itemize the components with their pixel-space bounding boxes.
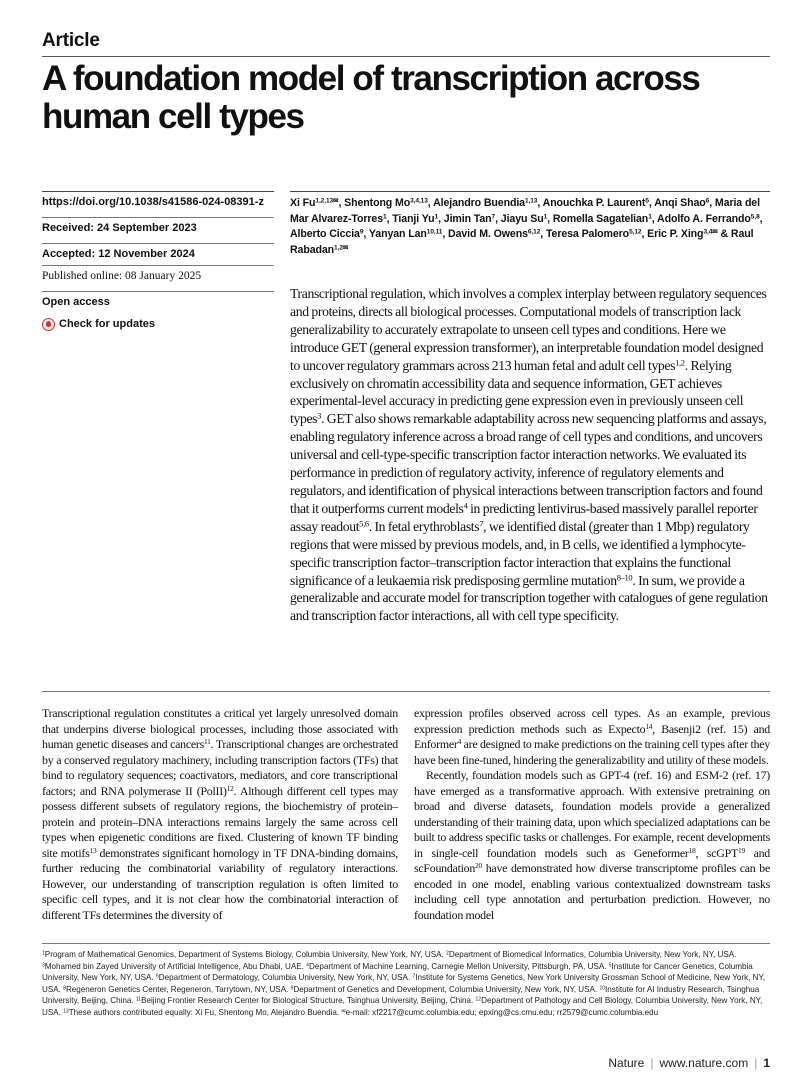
author-affiliation-marker: 1,2✉ — [334, 243, 349, 251]
citation-superscript: 11 — [135, 996, 142, 1003]
text-run: Institute for AI Industry Research, Tsinghua University, Beijing, China. — [42, 984, 760, 1006]
author-name: Jiayu Su$^1$ — [500, 212, 548, 225]
citation-superscript: ✉ — [341, 1008, 346, 1015]
section-rule — [42, 691, 770, 692]
author-affiliation-marker: 9 — [359, 228, 364, 236]
text-run: , scGPT — [695, 845, 739, 860]
body-column-left — [42, 706, 398, 923]
text-run: Program of Mathematical Genomics, Department of Systems Biology, Columbia University, New York, NY, USA. — [44, 950, 447, 959]
citation-superscript: 2 — [446, 950, 449, 957]
author-affiliation-marker: 6,12 — [527, 228, 541, 236]
text-run: Mohamed bin Zayed University of Artificial Intelligence, Abu Dhabi, UAE. — [44, 961, 307, 971]
article-type-label: Article — [42, 30, 100, 51]
text-run: demonstrates significant homology in TF DNA-binding domains, further reducing the combinatorial variability of regulatory interactions. However, our understanding of transcription regulation is often limited to specific cell types, and it is not clear how the combinatorial interaction of different TFs determines the diversity of — [42, 845, 398, 922]
citation-superscript: 20 — [475, 860, 482, 870]
author-name: Yanyan Lan$^{10,11}$ — [368, 228, 443, 240]
footnote-rule — [42, 943, 770, 944]
citation-superscript: 13 — [89, 845, 97, 855]
author-name: Raul Rabadan$^{1,2✉}$ — [290, 228, 754, 256]
abstract — [290, 285, 772, 625]
author-name: Tianji Yu$^1$ — [392, 212, 439, 225]
text-run: . In fetal erythroblasts — [368, 518, 480, 534]
author-name: Eric P. Xing$^{3,4✉}$ — [647, 228, 718, 240]
citation-superscript: 4 — [463, 500, 468, 511]
text-run: . Although different cell types may possess different subsets of regulatory regions, the biochemistry of protein–protein and protein–DNA interactions remains largely the same across cell types when epigenetic conditions are fixed. Clustering of known TF binding site motifs — [42, 783, 398, 860]
text-run: Institute for Cancer Genetics, Columbia University, New York, NY, USA. — [42, 961, 753, 983]
author-affiliation-marker: 1 — [434, 212, 439, 220]
check-for-updates-label: Check for updates — [59, 318, 155, 330]
citation-superscript: 8 — [63, 985, 66, 992]
author-name: Xi $Fu^{1,2,13✉}$ — [290, 197, 339, 209]
author-name: Alberto Ciccia$^9$ — [290, 228, 364, 240]
author-affiliation-marker: 1 — [543, 212, 548, 220]
text-run: . Transcriptional changes are orchestrated by a conserved regulatory machinery, including transcription factors (TFs) that bind to regulatory sequences; coactivators, mediators, and core transcriptional factors; and RNA polymerase II (PolII) — [42, 737, 398, 798]
author-affiliation-marker: 1 — [648, 212, 652, 220]
text-run: Department of Machine Learning, Carnegie Mellon University, Pittsburgh, PA, USA. — [308, 961, 609, 971]
citation-superscript: 3 — [42, 961, 45, 968]
text-run: Department of Genetics and Development, Columbia University, New York, NY, USA. — [293, 984, 600, 994]
author-list: Xi $Fu^{1,2,13✉}$, Shentong Mo$^{3,4,13}$, Alejandro Buendia$^{1,13}$, Anouchka P. Laurent$^5$, Anqi Shao$^6$, Maria del Mar Alvarez-Torres$^1$, Tianji Yu$^1$, Jimin Tan$^7$, Jiayu Su$^1$, Romella Sagatelian$^1$, Adolfo A. Ferrando$^{5,8}$, Alberto Ciccia$^9$, Yanyan Lan$^{10,11}$, David M. Owens$^{6,12}$, Teresa Palomero$^{5,12}$, Eric P. Xing$^{3,4✉}$ & Raul Rabadan$^{1,2✉}$ — [290, 191, 770, 258]
author-affiliation-marker: 5,8 — [750, 212, 760, 220]
author-affiliation-marker: 6 — [705, 197, 710, 205]
text-run: Beijing Frontier Research Center for Biological Structure, Tsinghua University, Beijing, China. — [141, 996, 476, 1006]
citation-superscript: 14 — [645, 721, 653, 731]
author-name: Romella Sagatelian$^1$ — [552, 212, 652, 225]
published-date: Published online: 08 January 2025 — [42, 265, 274, 287]
text-run: Transcriptional regulation, which involves a complex interplay between regulatory sequences and proteins, directs all biological processes. Computational models of transcription lack generalizability to accurately extrapolate to unseen cell types and conditions. Here we introduce GET (general expression transformer), an interpretable foundation model designed to uncover regulatory grammars across 213 human fetal and adult cell types — [290, 286, 767, 373]
citation-superscript: 5,6 — [359, 518, 369, 529]
author-affiliation-marker: 1 — [383, 212, 387, 220]
page-footer: Nature | www.nature.com | 1 — [608, 1056, 770, 1070]
author-affiliation-marker: 1,2,13✉ — [315, 197, 339, 205]
citation-superscript: 13 — [63, 1008, 69, 1015]
author-affiliation-marker: 5 — [645, 197, 649, 205]
text-run: Regeneron Genetics Center, Regeneron, Tarrytown, NY, USA. — [65, 984, 291, 994]
citation-superscript: 19 — [738, 845, 745, 855]
text-run: Recently, foundation models such as GPT-4 (ref. 16) and ESM-2 (ref. 17) have emerged as a transformative approach. With extensive pretraining on broad and diverse datasets, foundation models provide a generalized understanding of their training data, upon which specialized adaptations can be built to address specific tasks or challenges. For example, recent developments in single-cell foundation models such as Geneformer — [414, 768, 770, 860]
author-affiliation-marker: 3,4,13 — [410, 197, 428, 205]
body-paragraph — [414, 706, 770, 768]
citation-superscript: 3 — [317, 410, 322, 421]
text-run: have demonstrated how diverse transcriptome profiles can be encoded in one model, enabling various contextualized downstream tasks including cell type annotation and perturbation prediction. However, no foundation model — [414, 861, 770, 922]
text-run: Department of Pathology and Cell Biology, Columbia University, New York, NY, USA. — [42, 996, 763, 1017]
author-affiliation-marker: 3,4✉ — [703, 228, 718, 236]
citation-superscript: 11 — [203, 736, 211, 746]
doi-link[interactable]: https://doi.org/10.1038/s41586-024-08391-z — [42, 191, 274, 213]
page-number: 1 — [763, 1056, 770, 1070]
author-affiliation-marker: 1,13 — [524, 197, 538, 205]
text-run: . Relying exclusively on chromatin accessibility data and sequence information, GET achieves experimental-level accuracy in predicting gene expression even in previously unseen cell types — [290, 357, 744, 427]
text-run: Department of Biomedical Informatics, Columbia University, New York, NY, USA. — [448, 950, 737, 959]
author-name: Shentong Mo$^{3,4,13}$ — [344, 197, 428, 209]
citation-superscript: 1,2 — [675, 356, 685, 367]
article-metadata-sidebar — [42, 191, 274, 335]
text-run: . In sum, we provide a generalizable and accurate model for transcription together with catalogues of gene regulation and transcription factor interactions, all with cell type specificity. — [290, 572, 768, 624]
affiliations-footnotes — [42, 949, 772, 1019]
citation-superscript: 12 — [475, 996, 482, 1003]
body-paragraph — [414, 768, 770, 923]
journal-name: Nature — [608, 1056, 645, 1070]
citation-superscript: 5 — [608, 961, 612, 968]
author-affiliation-marker: 10,11 — [426, 228, 443, 236]
header-rule — [42, 56, 770, 57]
body-paragraph — [42, 706, 398, 923]
text-run: Institute for Systems Genetics, New York University Grossman School of Medicine, New York, NY, USA. — [42, 973, 766, 994]
citation-superscript: 4 — [306, 961, 309, 968]
citation-superscript: 18 — [688, 845, 696, 855]
text-run: e-mail: xf2217@cumc.columbia.edu; epxing@cs.cmu.edu; rr2579@cumc.columbia.edu — [345, 1007, 659, 1017]
citation-superscript: 6 — [155, 973, 159, 980]
text-run: in predicting lentivirus-based massively parallel reporter assay readout — [290, 500, 758, 534]
author-name: Anouchka P. Laurent$^5$ — [542, 197, 649, 209]
author-affiliation-marker: 5,12 — [629, 228, 642, 236]
citation-superscript: 1 — [42, 950, 45, 957]
text-run: expression profiles observed across cell types. As an example, previous expression prediction methods such as Expecto — [414, 706, 770, 736]
author-name: Teresa Palomero$^{5,12}$ — [545, 228, 642, 240]
author-name: Anqi Shao$^6$ — [654, 197, 710, 209]
citation-superscript: 12 — [226, 783, 234, 793]
text-run: . GET also shows remarkable adaptability across new sequencing platforms and assays, enabling regulatory inference across a broad range of cell types and conditions, and uncovers universal and cell-type-specific transcription factor interaction networks. We evaluated its performance in prediction of regulatory activity, inference of regulatory elements and regulators, and identification of physical interactions between transcription factors and found that it outperforms current models — [290, 411, 767, 516]
citation-superscript: 4 — [457, 736, 461, 746]
received-date: Received: 24 September 2023 — [42, 217, 274, 239]
check-for-updates-button[interactable] — [42, 313, 274, 335]
article-title: A foundation model of transcription across human cell types — [42, 59, 700, 136]
author-affiliation-marker: 7 — [491, 212, 496, 220]
open-access-label: Open access — [42, 291, 274, 313]
journal-website-link[interactable]: www.nature.com — [659, 1056, 749, 1070]
text-run: Transcriptional regulation constitutes a critical yet largely unresolved domain that underpins diverse biological processes, including those associated with human genetic diseases and cancers — [42, 706, 398, 751]
author-name: Maria del Mar Alvarez-Torres$^1$ — [290, 197, 760, 225]
citation-superscript: 8–10 — [616, 571, 633, 582]
text-run: , we identified distal (greater than 1 Mbp) regulatory regions that were missed by previous models, and, in B cells, we identified a lymphocyte-specific transcription factor–transcription factor interaction that explains the functional significance of a leukaemia risk predisposing germline mutation — [290, 518, 750, 588]
author-name: Adolfo A. Ferrando$^{5,8}$ — [657, 212, 760, 225]
citation-superscript: 9 — [290, 985, 294, 992]
citation-superscript: 7 — [479, 518, 484, 529]
citation-superscript: 7 — [412, 973, 416, 980]
text-run: , Basenji2 (ref. 15) and Enformer — [414, 721, 770, 751]
body-column-right — [414, 706, 770, 923]
author-name: David M. Owens$^{6,12}$ — [448, 228, 541, 240]
author-name: Jimin Tan$^7$ — [443, 212, 496, 225]
text-run: and scFoundation — [414, 845, 770, 875]
text-run: These authors contributed equally: Xi Fu, Shentong Mo, Alejandro Buendia. — [68, 1007, 342, 1017]
crossmark-icon — [42, 318, 55, 331]
author-name: Alejandro Buendia$^{1,13}$ — [433, 197, 538, 209]
accepted-date: Accepted: 12 November 2024 — [42, 243, 274, 265]
text-run: Department of Dermatology, Columbia University, New York, NY, USA. — [158, 973, 413, 983]
citation-superscript: 10 — [599, 985, 606, 992]
text-run: are designed to make predictions on the training cell types after they have been fine-tuned, hindering the generalizability and utility of these models. — [414, 737, 770, 767]
